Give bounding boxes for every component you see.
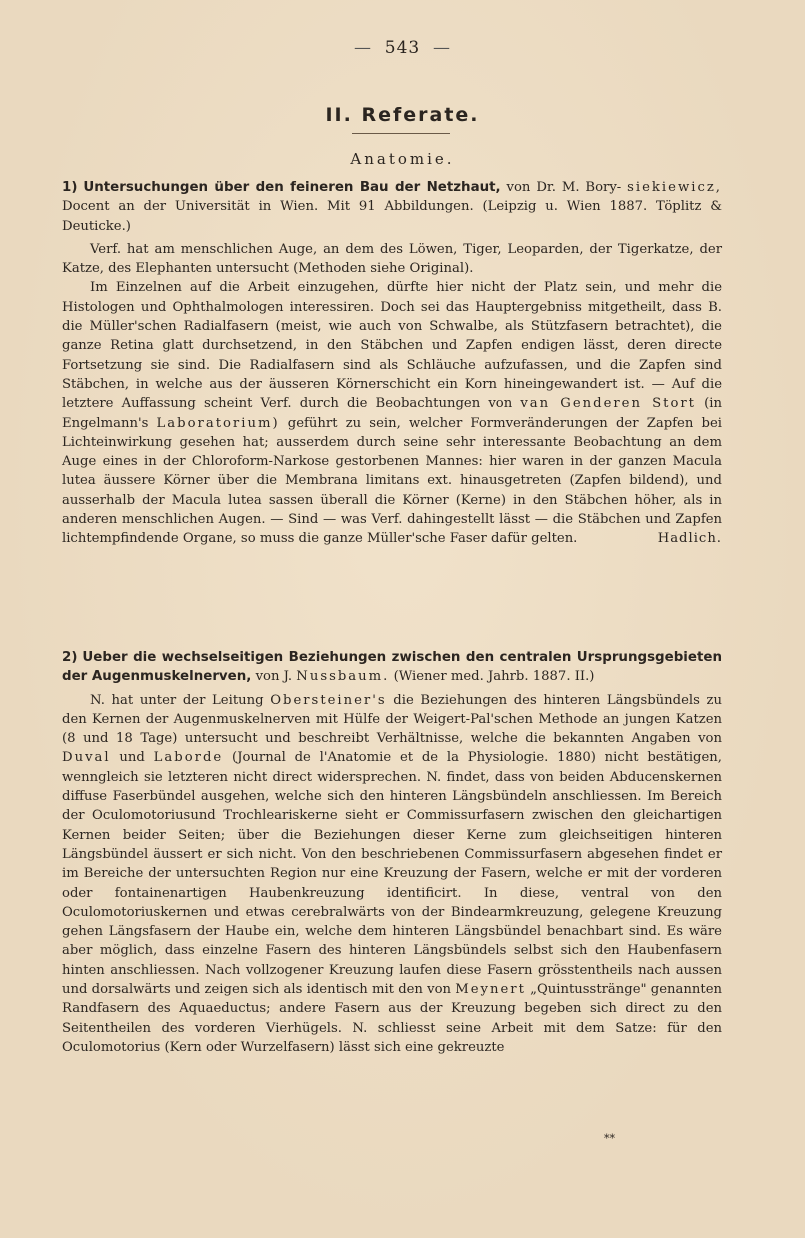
referat-2-byline: von J. (255, 669, 293, 685)
referat-2 (62, 648, 722, 1057)
page-number-dash-left: — (353, 38, 372, 58)
footer-signature-mark: ** (604, 1132, 615, 1145)
referat-1-author: siekiewicz, (627, 180, 722, 195)
page-number-line (0, 38, 805, 58)
referat-1-p2-part-b: (in Engelmann's (62, 396, 722, 431)
referat-1-publication: Docent an der Universität in Wien. Mit 91 Abbildungen. (Leipzig u. Wien 1887. Töplitz & Deuticke.) (62, 199, 722, 234)
referat-2-author: Nussbaum. (296, 669, 390, 685)
page-number-dash-right: — (433, 38, 452, 58)
referat-1-number: 1) (62, 180, 78, 195)
title-rule (352, 133, 450, 134)
referat-1-p2-part-c: geführt zu sein, welcher Formveränderungen der Zapfen bei Lichteinwirkung gesehen hat; ausserdem durch seine sehr interessante Beobachtung an dem Auge eines in der Chloroform-Narkose gestorbenen Mannes: hier waren in der ganzen Macula lutea äussere Körner über die Membrana limitans ext. hinausgetreten (Zapfen bildend), und ausserhalb der Macula lutea sassen überall die Körner (Kerne) in den Stäbchen höher, als in anderen menschlichen Augen. — Sind — was Verf. dahingestellt lässt — die Stäbchen und Zapfen lichtempfindende Organe, so muss die ganze Müller'sche Faser dafür gelten. (62, 415, 722, 547)
referat-2-publication: (Wiener med. Jahrb. 1887. II.) (393, 669, 595, 685)
referat-2-name-laborde: Laborde (153, 750, 224, 766)
referat-2-paragraph (62, 691, 722, 1058)
referat-2-part-a: N. hat unter der Leitung (90, 692, 264, 708)
referat-2-part-b: die Beziehungen des hinteren Längsbündels zu den Kernen der Augenmuskelnerven mit Hülfe der Weigert-Pal'schen Methode an jungen Katzen (8 und 18 Tage) untersucht und beschreibt Verhältnisse, welche die bekannten Angaben von (62, 692, 722, 747)
referat-1-p2-lab: Laboratorium) (156, 415, 280, 431)
referat-1-title: Untersuchungen über den feineren Bau der Netzhaut, (83, 180, 501, 195)
referat-1-p2-name: van Genderen Stort (520, 396, 696, 412)
referat-2-name-obersteiner: Obersteiner's (270, 692, 387, 708)
referat-2-part-d: (Journal de l'Anatomie et de la Physiologie. 1880) nicht bestätigen, wenngleich sie letzteren nicht direct widersprechen. N. findet, dass von beiden Abducenskernen diffuse Faserbündel ausgehen, welche sich den hinteren Längsbündeln anschliessen. Im Bereich der Oculomotoriusund Trochleariskerne sieht er Commissurfasern zwischen den gleichartigen Kernen beider Seiten; über die Beziehungen dieser Kerne zum gleichseitigen hinteren Längsbündel äussert er sich nicht. Von den beschriebenen Commissurfasern abgesehen findet er im Bereiche der untersuchten Region nur eine Kreuzung der Fasern, welche er mit der vorderen oder fontainenartigen Haubenkreuzung identificirt. In diese, ventral von den Oculomotoriuskernen und etwas cerebralwärts von der Bindearmkreuzung, gelegene Kreuzung gehen Längsfasern der Haube ein, welche dem hinteren Längsbündel benachbart sind. Es wäre aber möglich, dass einzelne Fasern des hinteren Längsbündels selbst sich den Haubenfasern hinten anschliessen. Nach vollzogener Kreuzung laufen diese Fasern grösstentheils nach aussen und dorsalwärts und zeigen sich als identisch mit den von (62, 750, 722, 998)
referat-1-byline: von Dr. M. Bory- (506, 180, 622, 195)
referat-2-part-c: und (119, 750, 145, 766)
referat-1-heading (62, 178, 722, 236)
referat-2-name-meynert: Meynert (455, 982, 526, 998)
referat-1 (62, 178, 722, 549)
subsection-title: Anatomie. (350, 150, 455, 168)
referat-1-p2-part-a: Im Einzelnen auf die Arbeit einzugehen, dürfte hier nicht der Platz sein, und mehr die Histologen und Ophthalmologen interessiren. Doch sei das Hauptergebniss mitgetheilt, dass B. die Müller'schen Radialfasern (meist, wie auch von Schwalbe, als Stützfasern betrachtet), die ganze Retina glatt durchsetzend, in den Stäbchen und Zapfen endigen lässt, deren directe Fortsetzung sie sind. Die Radialfasern sind als Schläuche aufzufassen, und die Zapfen sind Stäbchen, in welche aus der äusseren Körnerschicht ein Korn hineingewandert ist. — Auf die letztere Auffassung scheint Verf. durch die Beobachtungen von (62, 280, 722, 412)
referat-1-paragraph-1: Verf. hat am menschlichen Auge, an dem des Löwen, Tiger, Leoparden, der Tigerkatze, der Katze, des Elephanten untersucht (Methoden siehe Original). (62, 241, 722, 277)
referat-1-signature: Hadlich. (657, 531, 722, 547)
referat-1-paragraph-2 (62, 278, 722, 548)
referat-2-part-e: „Quintusstränge" genannten Randfasern des Aquaeductus; andere Fasern aus der Kreuzung begeben sich direct zu den Seitentheilen des vorderen Vierhügels. N. schliesst seine Arbeit mit dem Satze: für den Oculomotorius (Kern oder Wurzelfasern) lässt sich eine gekreuzte (62, 982, 722, 1055)
section-title: II. Referate. (325, 104, 480, 126)
referat-2-name-duval: Duval (62, 750, 111, 766)
referat-2-heading (62, 648, 722, 687)
referat-2-number: 2) (62, 650, 78, 665)
page-number: 543 (384, 38, 421, 58)
referat-2-title: Ueber die wechselseitigen Beziehungen zwischen den centralen Ursprungsgebieten der Augenmuskelnerven, (62, 650, 722, 685)
